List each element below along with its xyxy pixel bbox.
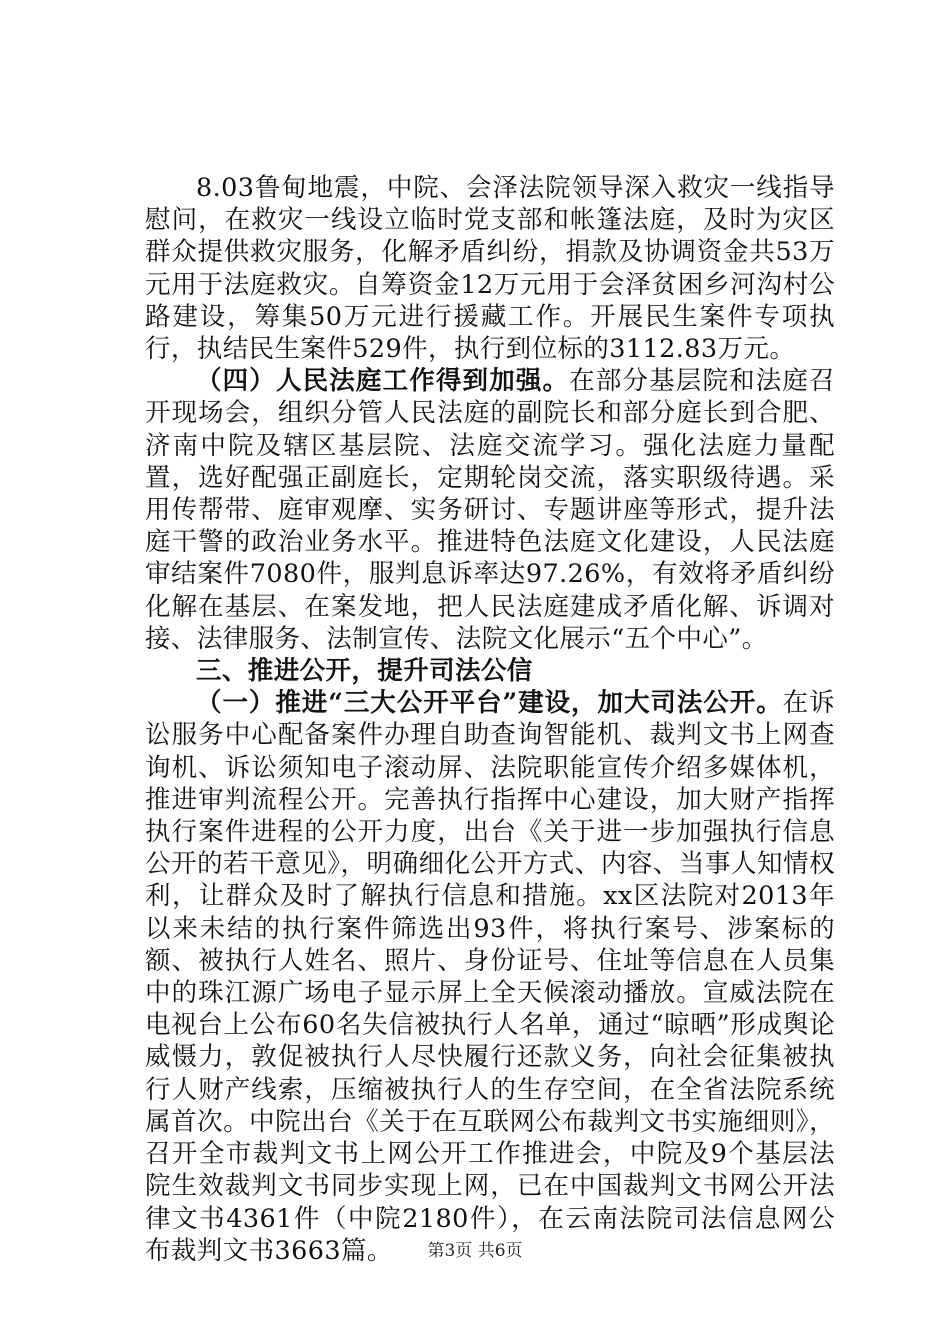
paragraph-bold-lead: （一）推进“三大公开平台”建设，加大司法公开。 — [196, 688, 783, 719]
paragraph-text: 在诉讼服务中心配备案件办理自助查询智能机、裁判文书上网查询机、诉讼须知电子滚动屏、法院职能宣传介绍多媒体机，推进审判流程公开。完善执行指挥中心建设，加大财产指挥执行案件进程的公开力度，出台《关于进一步加强执行信息公开的若干意见》，明确细化公开方式、内容、当事人知情权利，让群众及时了解执行信息和措施。xx区法院对2013年以来未结的执行案件筛选出93件，将执行案号、涉案标的额、被执行人姓名、照片、身份证号、住址等信息在人员集中的珠江源广场电子显示屏上全天候滚动播放。宣威法院在电视台上公布60名失信被执行人名单，通过“晾晒”形成舆论威慑力，敦促被执行人尽快履行还款义务，向社会征集被执行人财产线索，压缩被执行人的生存空间，在全省法院系统属首次。中院出台《关于在互联网公布裁判文书实施细则》，召开全市裁判文书上网公开工作推进会，中院及9个基层法院生效裁判文书同步实现上网，已在中国裁判文书网公开法律文书4361件（中院2180件），在云南法院司法信息网公布裁判文书3663篇。 — [145, 688, 835, 1266]
paragraph-open-platforms — [145, 687, 835, 1267]
paragraph-text: 8.03鲁甸地震，中院、会泽法院领导深入救灾一线指导慰问，在救灾一线设立临时党支部和帐篷法庭，及时为灾区群众提供救灾服务，化解矛盾纠纷，捐款及协调资金共53万元用于法庭救灾。自筹资金12万元用于会泽贫困乡河沟村公路建设，筹集50万元进行援藏工作。开展民生案件专项执行，执结民生案件529件，执行到位标的3112.83万元。 — [145, 173, 835, 365]
paragraph-text: 在部分基层院和法庭召开现场会，组织分管人民法庭的副院长和部分庭长到合肥、济南中院及辖区基层院、法庭交流学习。强化法庭力量配置，选好配强正副庭长，定期轮岗交流，落实职级待遇。采用传帮带、庭审观摩、实务研讨、专题讲座等形式，提升法庭干警的政治业务水平。推进特色法庭文化建设，人民法庭审结案件7080件，服判息诉率达97.26%，有效将矛盾纠纷化解在基层、在案发地，把人民法庭建成矛盾化解、诉调对接、法律服务、法制宣传、法院文化展示“五个中心”。 — [145, 366, 835, 654]
paragraph-earthquake-relief — [145, 172, 835, 365]
paragraph-people-tribunal — [145, 365, 835, 655]
page-number-footer: 第3页 共6页 — [427, 1241, 523, 1261]
paragraph-bold-lead: （四）人民法庭工作得到加强。 — [196, 366, 570, 397]
section-heading: 三、推进公开，提升司法公信 — [196, 656, 533, 687]
document-body — [145, 172, 835, 1267]
